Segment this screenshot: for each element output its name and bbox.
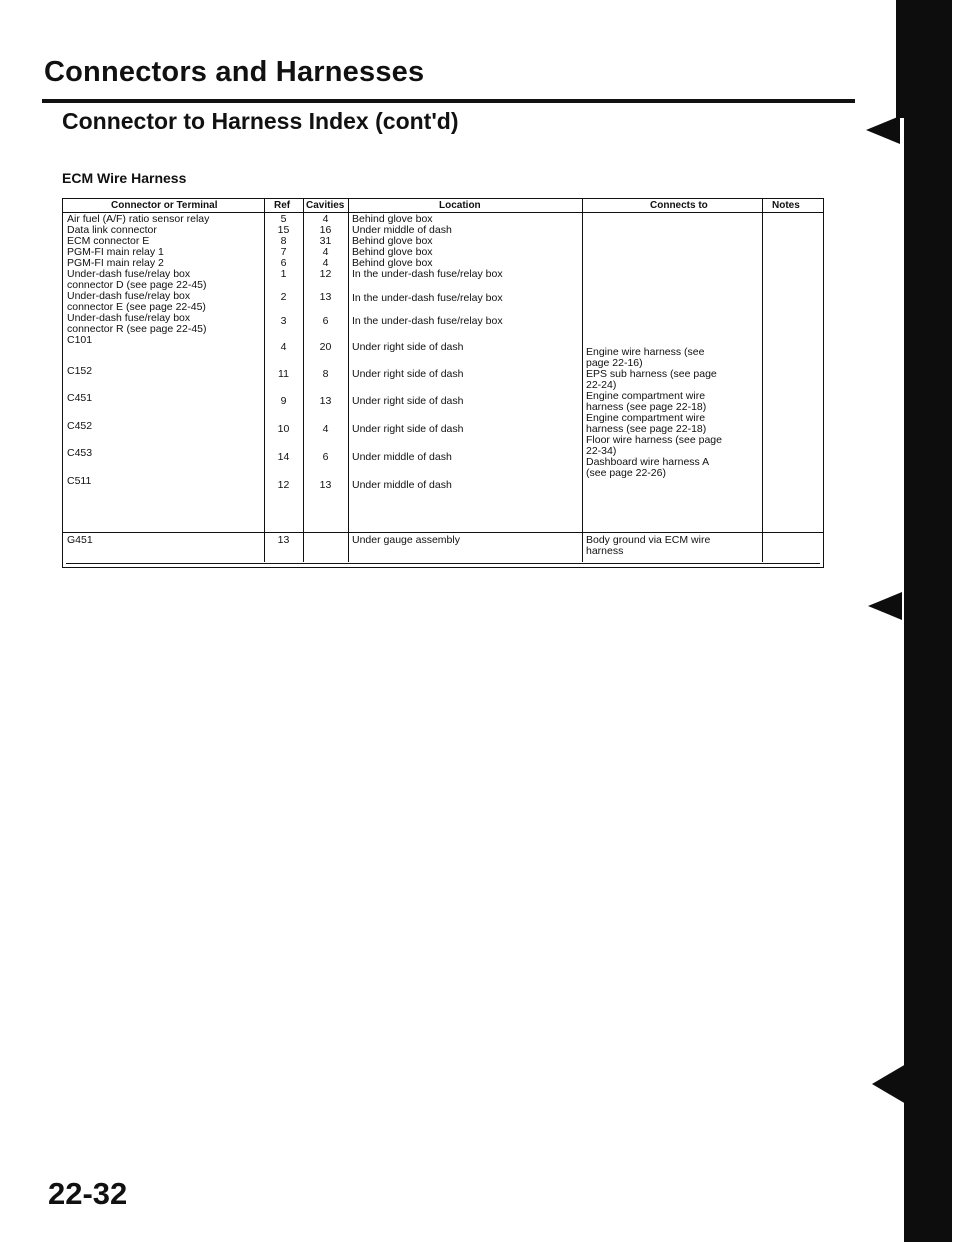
table-row-ref: 11 xyxy=(278,368,289,380)
connects-to-line: harness (see page 22-18) xyxy=(586,423,707,435)
header-connects-to: Connects to xyxy=(650,200,708,211)
table-row-ref: 1 xyxy=(280,268,287,280)
table-row-ref: 3 xyxy=(280,315,287,327)
table-row-connector: G451 xyxy=(67,534,93,546)
table-row-location: Under middle of dash xyxy=(352,479,452,491)
section-title: Connector to Harness Index (cont'd) xyxy=(62,108,459,134)
table-row-ref: 15 xyxy=(277,224,290,236)
table-row-location: Under right side of dash xyxy=(352,395,464,407)
table-row-connector: PGM-FI main relay 1 xyxy=(67,246,164,258)
header-cavities: Cavities xyxy=(306,200,345,211)
table-row-ref: 13 xyxy=(277,534,290,546)
table-row-ref: 4 xyxy=(280,341,287,353)
table-row-cavities: 13 xyxy=(319,291,332,303)
table-row-location: In the under-dash fuse/relay box xyxy=(352,292,503,304)
connects-to-line: harness xyxy=(586,545,624,557)
table-row-location: Under middle of dash xyxy=(352,224,452,236)
table-row-connector: Air fuel (A/F) ratio sensor relay xyxy=(67,213,210,225)
table-row-cavities: 16 xyxy=(319,224,332,236)
table-row-cavities: 6 xyxy=(322,315,329,327)
table-row-connector: C152 xyxy=(67,365,93,377)
table-row-connector-detail: connector R (see page 22-45) xyxy=(67,323,207,335)
header-connector: Connector or Terminal xyxy=(111,200,218,211)
column-divider xyxy=(582,199,583,562)
table-row-connector: C453 xyxy=(67,447,93,459)
edge-tab-notch xyxy=(868,592,902,620)
header-ref: Ref xyxy=(274,200,291,211)
table-row-location: Behind glove box xyxy=(352,246,433,258)
table-row-location: Under middle of dash xyxy=(352,451,452,463)
table-row-cavities: 8 xyxy=(322,368,329,380)
connects-to-line: Dashboard wire harness A xyxy=(586,456,710,468)
connects-to-line: Engine compartment wire xyxy=(586,412,706,424)
table-row-cavities: 4 xyxy=(322,257,329,269)
table-row-cavities: 13 xyxy=(319,479,332,491)
edge-tab-notch xyxy=(866,116,900,144)
row-divider xyxy=(63,532,823,533)
connects-to-line: Body ground via ECM wire xyxy=(586,534,711,546)
table-row-location: In the under-dash fuse/relay box xyxy=(352,315,503,327)
column-divider xyxy=(348,199,349,562)
table-row-location: Under right side of dash xyxy=(352,368,464,380)
table-row-cavities: 4 xyxy=(322,213,329,225)
table-row-connector: C451 xyxy=(67,392,93,404)
table-row-ref: 9 xyxy=(280,395,287,407)
table-row-ref: 12 xyxy=(277,479,290,491)
edge-tab-notch xyxy=(872,1064,906,1104)
connector-index-table xyxy=(62,198,824,568)
connects-to-line: 22-34) xyxy=(586,445,617,457)
table-row-cavities: 4 xyxy=(322,423,329,435)
table-row-connector-detail: connector D (see page 22-45) xyxy=(67,279,207,291)
table-row-connector: PGM-FI main relay 2 xyxy=(67,257,164,269)
table-row-ref: 7 xyxy=(280,246,287,258)
table-row-connector: Data link connector xyxy=(67,224,157,236)
connects-to-line: (see page 22-26) xyxy=(586,467,666,479)
table-row-ref: 5 xyxy=(280,213,287,225)
header-location: Location xyxy=(439,200,481,211)
header-notes: Notes xyxy=(772,200,800,211)
table-row-connector: C511 xyxy=(67,475,92,487)
table-row-connector: Under-dash fuse/relay box xyxy=(67,312,191,324)
table-row-ref: 8 xyxy=(280,235,287,247)
table-row-connector: C452 xyxy=(67,420,93,432)
table-row-location: Under right side of dash xyxy=(352,423,464,435)
connects-to-list xyxy=(586,347,722,479)
table-row-cavities: 20 xyxy=(319,341,332,353)
connects-to-line: Engine wire harness (see xyxy=(586,346,705,358)
table-row-connector: Under-dash fuse/relay box xyxy=(67,268,191,280)
table-row-connector: Under-dash fuse/relay box xyxy=(67,290,191,302)
connects-to-line: page 22-16) xyxy=(586,357,643,369)
table-row-connector: ECM connector E xyxy=(67,235,150,247)
column-divider xyxy=(762,199,763,562)
connects-to-line: 22-24) xyxy=(586,379,617,391)
table-row-ref: 14 xyxy=(277,451,290,463)
table-row-location: Behind glove box xyxy=(352,213,433,225)
table-row-cavities: 4 xyxy=(322,246,329,258)
connects-to-line: Engine compartment wire xyxy=(586,390,706,402)
table-row-location: In the under-dash fuse/relay box xyxy=(352,268,503,280)
table-row-connector: C101 xyxy=(67,334,93,346)
table-row-cavities: 13 xyxy=(319,395,332,407)
table-row-cavities: 31 xyxy=(319,235,332,247)
table-row-cavities: 6 xyxy=(322,451,329,463)
page-number: 22-32 xyxy=(48,1176,128,1211)
table-row-location: Under right side of dash xyxy=(352,341,464,353)
page-title: Connectors and Harnesses xyxy=(44,56,425,88)
edge-tab-bar xyxy=(904,0,952,1242)
connects-to-line: EPS sub harness (see page xyxy=(586,368,717,380)
title-rule xyxy=(42,99,855,103)
table-row-location: Behind glove box xyxy=(352,257,433,269)
edge-tab-bar-upper xyxy=(896,0,906,118)
table-row-location: Under gauge assembly xyxy=(352,534,460,546)
table-row-cavities: 12 xyxy=(319,268,332,280)
table-row-location: Behind glove box xyxy=(352,235,433,247)
connects-to-line: harness (see page 22-18) xyxy=(586,401,707,413)
table-row-ref: 10 xyxy=(277,423,290,435)
table-row-ref: 6 xyxy=(280,257,287,269)
table-row-connector-detail: connector E (see page 22-45) xyxy=(67,301,206,313)
subsection-title: ECM Wire Harness xyxy=(62,170,187,186)
table-row-ref: 2 xyxy=(280,291,287,303)
connects-to-line: Floor wire harness (see page xyxy=(586,434,722,446)
g451-connects-to xyxy=(586,535,710,557)
